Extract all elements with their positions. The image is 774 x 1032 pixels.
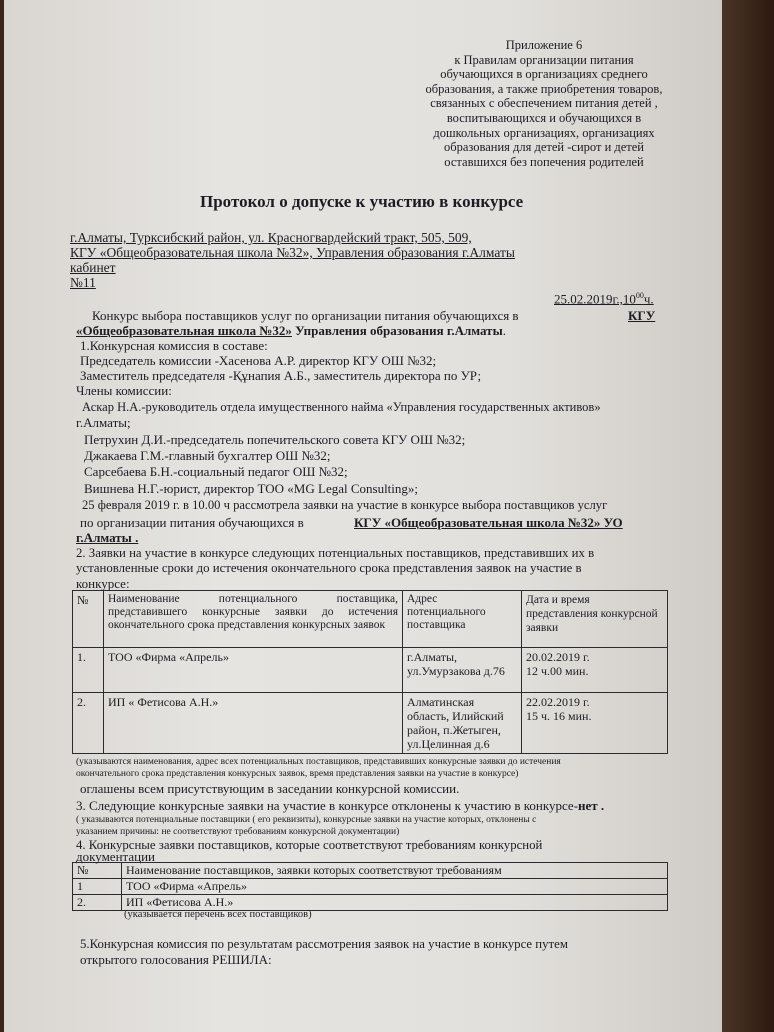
row-name: ТОО «Фирма «Апрель»: [122, 879, 668, 895]
row-date-value: 20.02.2019 г.: [526, 650, 590, 664]
appendix-line: образования, а также приобретения товаров,: [425, 81, 663, 96]
appendix-line: Приложение 6: [505, 38, 583, 52]
row-address: Алматинская область, Илийский район, п.Жетыген, ул.Целинная д.6: [403, 693, 522, 754]
commission-chair: Председатель комиссии -Хасенова А.Р. директор КГУ ОШ №32;: [80, 353, 437, 368]
review-line-1: 25 февраля 2019 г. в 10.00 ч рассмотрела заявки на участие в конкурсе выбора поставщиков услуг: [82, 498, 608, 512]
row-name: ТОО «Фирма «Апрель»: [104, 648, 403, 693]
appendix-line: связанных с обеспечением питания детей ,: [430, 96, 658, 111]
section3-bold: нет .: [578, 798, 605, 813]
row-date: [522, 693, 668, 754]
header-num: №: [73, 591, 104, 648]
intro-line-1: Конкурс выбора поставщиков услуг по организации питания обучающихся в: [92, 308, 519, 323]
intro-rest: Управления образования г.Алматы: [291, 323, 503, 338]
address-line-1: г.Алматы, Турксибский район, ул. Красногвардейский тракт, 505, 509,: [70, 230, 472, 245]
date-sup: 00: [635, 291, 644, 300]
table-header-row: [73, 863, 668, 879]
row-num: 2.: [73, 895, 122, 911]
section4-line-1: 4. Конкурсные заявки поставщиков, которые соответствуют требованиям конкурсной: [76, 838, 543, 852]
intro-end: .: [502, 323, 506, 338]
row-num: 2.: [73, 693, 104, 754]
header-name: Наименование поставщиков, заявки которых соответствуют требованиям: [122, 863, 668, 879]
table-row: [73, 693, 668, 754]
address-line-3: кабинет: [70, 260, 116, 275]
section5-line-1: 5.Конкурсная комиссия по результатам рассмотрения заявок на участие в конкурсе путем: [80, 937, 568, 951]
commission-member-5: Вишнева Н.Г.-юрист, директор ТОО «MG Legal Consulting»;: [84, 481, 419, 496]
intro-line-2: [76, 323, 506, 338]
table-header-row: [73, 591, 668, 648]
commission-heading: 1.Конкурсная комиссия в составе:: [80, 338, 268, 353]
row-name: ИП « Фетисова А.Н.»: [104, 693, 403, 754]
section3-note-1: ( указываются потенциальные поставщики ( его реквизиты), конкурсные заявки на участие которых, отклонены с: [76, 815, 537, 825]
date-main: 25.02.2019г.,10: [554, 291, 636, 307]
section3-text: 3. Следующие конкурсные заявки на участие в конкурсе отклонены к участию в конкурсе-: [76, 798, 579, 813]
row-time-value: 12 ч.00 мин.: [526, 664, 589, 678]
attended-text: оглашены всем присутствующим в заседании конкурсной комиссии.: [80, 781, 460, 796]
appendix-line: оставшихся без попечения родителей: [444, 154, 644, 169]
commission-member-2: Петрухин Д.И.-председатель попечительского совета КГУ ОШ №32;: [84, 432, 466, 447]
commission-member-4: Сарсебаева Б.Н.-социальный педагог ОШ №32;: [84, 464, 348, 479]
applications-table: [72, 590, 668, 754]
commission-member-3: Джакаева Г.М.-главный бухгалтер ОШ №32;: [84, 448, 331, 463]
accepted-table: [72, 862, 668, 911]
header-date: Дата и время представления конкурсной заявки: [522, 591, 668, 648]
appendix-line: обучающихся в организациях среднего: [440, 67, 648, 82]
background-edge: [722, 0, 774, 1032]
section3-line-1: [76, 798, 604, 813]
table-row: [73, 879, 668, 895]
address-line-4: №11: [70, 275, 96, 290]
row-time-value: 15 ч. 16 мин.: [526, 709, 592, 723]
appendix-line: дошкольных организациях, организациях: [433, 125, 655, 140]
appendix-block: [394, 38, 694, 169]
date-suffix: ч.: [643, 291, 654, 307]
review-line-2: по организации питания обучающихся в: [80, 515, 304, 530]
review-school: КГУ «Общеобразовательная школа №32» УО: [354, 515, 623, 530]
appendix-line: воспитывающихся и обучающихся в: [446, 110, 642, 125]
protocol-date: [554, 288, 654, 306]
commission-members-label: Члены комиссии:: [76, 383, 172, 398]
header-num: №: [73, 863, 122, 879]
row-date-value: 22.02.2019 г.: [526, 695, 590, 709]
note1-line-1: (указываются наименования, адрес всех потенциальных поставщиков, представивших конкурсные заявки до истечения: [76, 757, 561, 767]
document-page: [4, 0, 722, 1032]
commission-deputy: Заместитель председателя -Құнапия А.Б., заместитель директора по УР;: [80, 368, 482, 383]
row-num: 1: [73, 879, 122, 895]
header-name: Наименование потенциального поставщика, представившего конкурсные заявки до истечения окончательного срока представления конкурсных заявок: [104, 591, 403, 648]
intro-school: «Общеобразовательная школа №32»: [76, 323, 292, 338]
section4-line-2: документации: [76, 849, 156, 864]
appendix-line: образования для детей -сирот и детей: [443, 140, 644, 155]
address-line-2: КГУ «Общеобразовательная школа №32», Управления образования г.Алматы: [70, 245, 515, 260]
section2-line-3: конкурсе:: [76, 576, 130, 591]
document-title: Протокол о допуске к участию в конкурсе: [200, 192, 524, 211]
row-num: 1.: [73, 648, 104, 693]
row-date: [522, 648, 668, 693]
appendix-line: к Правилам организации питания: [454, 52, 634, 67]
section2-line-1: 2. Заявки на участие в конкурсе следующих потенциальных поставщиков, представивших их в: [76, 546, 595, 560]
commission-member-1a: Аскар Н.А.-руководитель отдела имущественного найма «Управления государственных активов»: [82, 400, 601, 414]
section2-line-2: установленные сроки до истечения окончательного срока представления заявок на участие в: [76, 561, 582, 575]
intro-kgu: КГУ: [628, 308, 656, 323]
note1-line-2: окончательного срока представления конкурсных заявок, время представления заявки на участие в конкурсе): [76, 769, 519, 779]
header-address: Адрес потенциального поставщика: [403, 591, 522, 648]
review-line-3: г.Алматы .: [76, 530, 139, 545]
note2: (указывается перечень всех поставщиков): [124, 909, 312, 920]
table-row: [73, 648, 668, 693]
commission-member-1b: г.Алматы;: [76, 415, 131, 430]
section5-line-2: открытого голосования РЕШИЛА:: [80, 952, 272, 967]
section3-note-2: указанием причины: не соответствуют требованиям конкурсной документации): [76, 827, 400, 837]
row-name: ИП «Фетисова А.Н.»: [122, 895, 668, 911]
row-address: г.Алматы, ул.Умурзакова д.76: [403, 648, 522, 693]
